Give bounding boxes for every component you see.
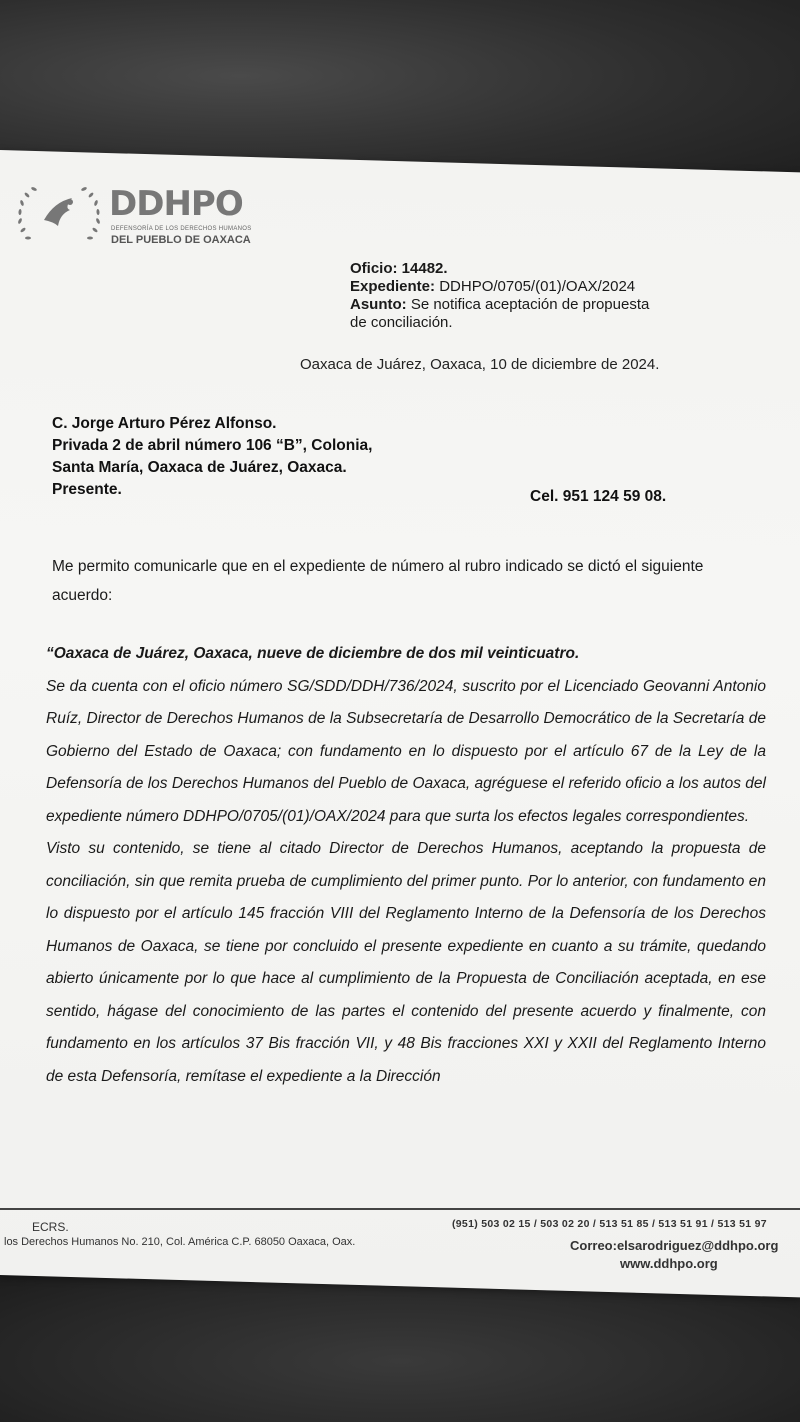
footer-initials: ECRS. <box>32 1220 69 1234</box>
dove-wreath-icon <box>14 180 106 250</box>
asunto-label: Asunto: <box>350 296 407 313</box>
logo-wordmark: DDHPO <box>109 184 243 224</box>
oficio-value: 14482. <box>401 260 448 277</box>
recipient-phone: Cel. 951 124 59 08. <box>530 488 667 505</box>
agreement-paragraph-1: Se da cuenta con el oficio número SG/SDD/DDH/736/2024, suscrito por el Licenciado Geovanni Antonio Ruíz, Director de Derechos Humanos de la Subsecretaría de Desarrollo Democrático de la Secretaría de Gobierno del Estado de Oaxaca; con fundamento en lo dispuesto por el artículo 67 de la Ley de la Defensoría de los Derechos Humanos del Pueblo de Oaxaca, agréguese el referido oficio a los autos del expediente número DDHPO/0705/(01)/OAX/2024 para que surta los efectos legales correspondientes. <box>46 677 766 825</box>
logo-subtitle-small: DEFENSORÍA DE LOS DERECHOS HUMANOS <box>111 226 252 232</box>
expediente-label: Expediente: <box>350 278 436 295</box>
ddhpo-logo <box>14 180 274 250</box>
recipient-city: Santa María, Oaxaca de Juárez, Oaxaca. <box>52 459 347 476</box>
document <box>0 150 800 1275</box>
recipient-street: Privada 2 de abril número 106 “B”, Colonia, <box>52 437 373 454</box>
recipient-name: C. Jorge Arturo Pérez Alfonso. <box>52 415 277 432</box>
recipient-salutation: Presente. <box>52 481 122 498</box>
expediente-value: DDHPO/0705/(01)/OAX/2024 <box>439 278 636 295</box>
document-date: Oaxaca de Juárez, Oaxaca, 10 de diciembre de 2024. <box>300 356 660 373</box>
intro-paragraph: Me permito comunicarle que en el expediente de número al rubro indicado se dictó el siguiente acuerdo: <box>52 558 704 604</box>
footer-address: los Derechos Humanos No. 210, Col. América C.P. 68050 Oaxaca, Oax. <box>4 1236 356 1248</box>
agreement-body <box>46 638 766 1093</box>
footer-phones: (951) 503 02 15 / 503 02 20 / 513 51 85 / 513 51 91 / 513 51 97 <box>452 1218 767 1230</box>
agreement-lead: “Oaxaca de Juárez, Oaxaca, nueve de diciembre de dos mil veinticuatro. <box>46 645 580 662</box>
document-meta <box>350 260 649 332</box>
recipient-block <box>52 413 372 501</box>
oficio-label: Oficio: <box>350 260 398 277</box>
asunto-value-line1: Se notifica aceptación de propuesta <box>410 296 650 313</box>
footer-website: www.ddhpo.org <box>620 1256 718 1271</box>
footer-divider <box>0 1208 800 1210</box>
asunto-value-line2: de conciliación. <box>350 314 453 331</box>
footer-email: Correo:elsarodriguez@ddhpo.org <box>570 1238 779 1253</box>
agreement-paragraph-2: Visto su contenido, se tiene al citado Director de Derechos Humanos, aceptando la propuesta de conciliación, sin que remita prueba de cumplimiento del primer punto. Por lo anterior, con fundamento en lo dispuesto por el artículo 145 fracción VIII del Reglamento Interno de la Defensoría de los Derechos Humanos de Oaxaca, se tiene por concluido el presente expediente en cuanto a su trámite, quedando abierto únicamente por lo que hace al cumplimiento de la Propuesta de Conciliación aceptada, en ese sentido, hágase del conocimiento de las partes el contenido del presente acuerdo y finalmente, con fundamento en los artículos 37 Bis fracción VII, y 48 Bis fracciones XXI y XXII del Reglamento Interno de esta Defensoría, remítase el expediente a la Dirección <box>46 840 766 1085</box>
logo-subtitle: DEL PUEBLO DE OAXACA <box>111 234 251 246</box>
